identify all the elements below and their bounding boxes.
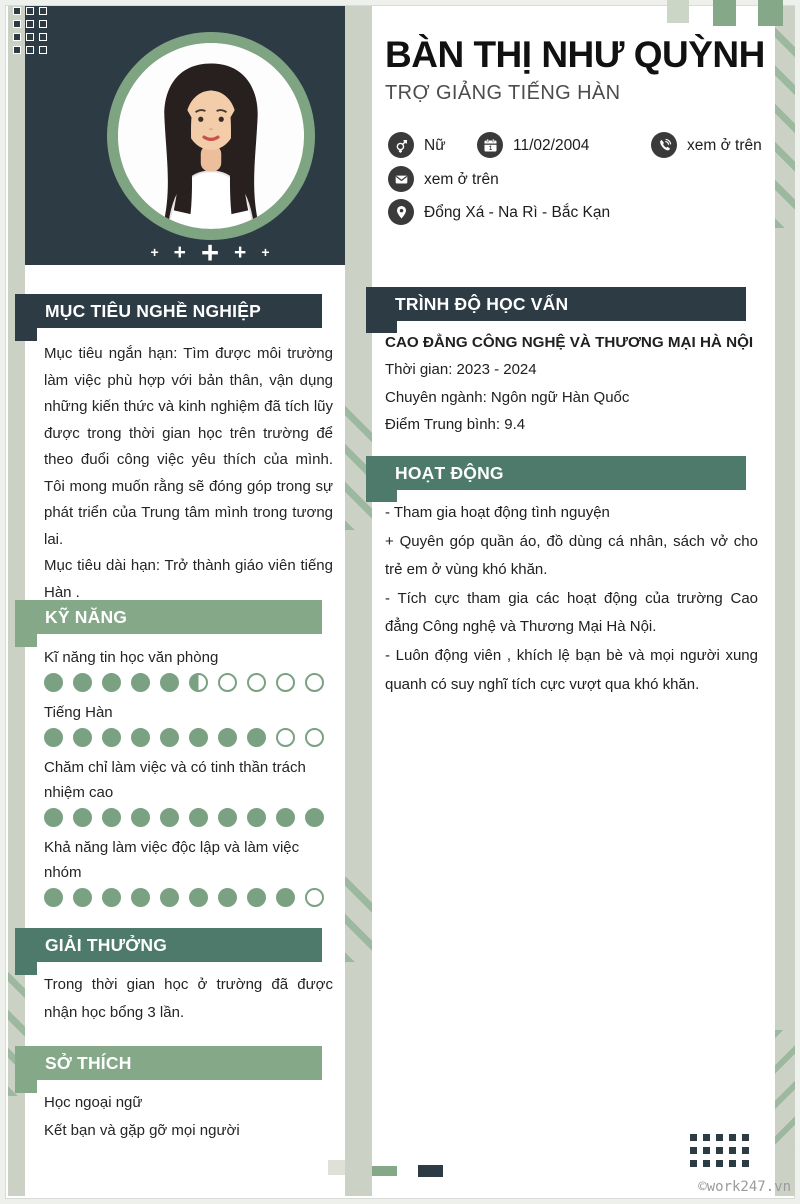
awards-text: Trong thời gian học ở trường đã được nhận học bổng 3 lần. (44, 976, 333, 1021)
portrait-illustration (118, 43, 304, 229)
dob-value: 11/02/2004 (513, 137, 590, 154)
skill-label: Kĩ năng tin học văn phòng (44, 649, 219, 666)
rating-dot (305, 808, 324, 827)
rating-dot (276, 673, 295, 692)
rating-dot (247, 673, 266, 692)
rating-dot (160, 728, 179, 747)
decor-square (758, 0, 783, 26)
rating-dot (218, 673, 237, 692)
plus-icon: + (234, 240, 247, 264)
watermark: ©work247.vn (698, 1179, 791, 1195)
rating-dot (102, 673, 121, 692)
section-header-education (366, 287, 746, 321)
decor-square (667, 0, 689, 23)
rating-dot (160, 808, 179, 827)
rating-dot (189, 808, 208, 827)
grid-dot (690, 1147, 697, 1154)
hobbies-list (44, 1089, 333, 1144)
rating-dot (189, 673, 208, 692)
corner-dot-grid (13, 7, 47, 54)
gender-value: Nữ (424, 137, 446, 154)
grid-dot (13, 20, 21, 28)
mail-icon (388, 166, 414, 192)
grid-dot (13, 7, 21, 15)
rating-dot (218, 808, 237, 827)
section-title: MỤC TIÊU NGHỀ NGHIỆP (45, 300, 261, 321)
rating-dot (131, 728, 150, 747)
education-major: Chuyên ngành: Ngôn ngữ Hàn Quốc (385, 388, 630, 406)
section-header-hobbies (15, 1046, 322, 1080)
rating-dot (73, 728, 92, 747)
section-title: GIẢI THƯỞNG (45, 934, 168, 955)
decor-bar (372, 1166, 397, 1176)
grid-dot (716, 1160, 723, 1167)
section-header-activities (366, 456, 746, 490)
grid-dot (690, 1134, 697, 1141)
photo-card (25, 6, 345, 270)
section-title: HOẠT ĐỘNG (395, 462, 504, 483)
job-title: TRỢ GIẢNG TIẾNG HÀN (385, 82, 621, 104)
phone-value: xem ở trên (687, 137, 762, 154)
grid-dot (26, 46, 34, 54)
grid-dot (26, 20, 34, 28)
address-value: Đổng Xá - Na Rì - Bắc Kạn (424, 204, 611, 221)
candidate-name: BÀN THỊ NHƯ QUỲNH (385, 34, 765, 75)
rating-dot (305, 728, 324, 747)
education-time: Thời gian: 2023 - 2024 (385, 361, 537, 378)
grid-dot (703, 1134, 710, 1141)
rating-dot (305, 888, 324, 907)
rating-dot (189, 728, 208, 747)
gender-icon (388, 132, 414, 158)
skill-rating (44, 808, 325, 827)
skill-rating (44, 888, 325, 907)
grid-dot (729, 1147, 736, 1154)
grid-dot (39, 20, 47, 28)
rating-dot (305, 673, 324, 692)
skill-rating (44, 673, 325, 692)
calendar-icon (477, 132, 503, 158)
section-header-objective (15, 294, 322, 328)
photo-ring (107, 32, 315, 240)
svg-text:1: 1 (488, 145, 492, 152)
grid-dot (26, 7, 34, 15)
diagonal-stripes (775, 1030, 795, 1152)
email-value: xem ở trên (424, 171, 499, 188)
rating-dot (247, 808, 266, 827)
profile-photo (118, 43, 304, 229)
section-title: SỞ THÍCH (45, 1052, 132, 1073)
grid-dot (39, 33, 47, 41)
hobby-item: Kết bạn và gặp gỡ mọi người (44, 1121, 240, 1139)
rating-dot (44, 673, 63, 692)
rating-dot (131, 808, 150, 827)
grid-dot (742, 1134, 749, 1141)
grid-dot (13, 33, 21, 41)
skill-label: Tiếng Hàn (44, 704, 113, 721)
grid-dot (729, 1134, 736, 1141)
rating-dot (218, 888, 237, 907)
plus-marks (50, 236, 370, 268)
grid-dot (716, 1147, 723, 1154)
rating-dot (73, 888, 92, 907)
phone-icon (651, 132, 677, 158)
plus-icon: + (200, 234, 220, 270)
activity-item: - Tích cực tham gia các hoạt động của trường Cao đẳng Công nghệ và Thương Mại Hà Nội. (385, 589, 758, 636)
plus-icon: + (150, 244, 159, 260)
skills-list (44, 645, 325, 915)
hobby-item: Học ngoại ngữ (44, 1094, 143, 1111)
activity-item: + Quyên góp quần áo, đồ dùng cá nhân, sách vở cho trẻ em ở vùng khó khăn. (385, 532, 758, 579)
diagonal-stripes (345, 877, 372, 962)
section-header-skills (15, 600, 322, 634)
rating-dot (276, 728, 295, 747)
decor-bar (418, 1165, 443, 1177)
school-name: CAO ĐẲNG CÔNG NGHỆ VÀ THƯƠNG MẠI HÀ NỘI (385, 334, 754, 351)
rating-dot (189, 888, 208, 907)
education-entry (385, 329, 757, 439)
activity-item: - Tham gia hoạt động tình nguyện (385, 504, 610, 521)
grid-dot (13, 46, 21, 54)
rating-dot (102, 728, 121, 747)
skill-item (44, 835, 325, 907)
objective-paragraph: Mục tiêu ngắn hạn: Tìm được môi trường làm việc phù hợp với bản thân, vận dụng những kiến thức và kinh nghiệm đã tích lũy được trong thời gian học trên trường để theo đuổi công việc yêu thích của mình. Tôi mong muốn rằng sẽ đóng góp trong sự phát triển của Trung tâm mình trong tương lai. (44, 345, 333, 548)
section-title: TRÌNH ĐỘ HỌC VẤN (395, 293, 569, 314)
skill-rating (44, 728, 325, 747)
grid-dot (26, 33, 34, 41)
activity-item: - Luôn động viên , khích lệ bạn bè và mọi người xung quanh có suy nghĩ tích cực vượt qua khó khăn. (385, 646, 758, 693)
grid-dot (729, 1160, 736, 1167)
grid-dot (742, 1160, 749, 1167)
decor-bar (328, 1160, 345, 1175)
rating-dot (102, 808, 121, 827)
section-header-awards (15, 928, 322, 962)
rating-dot (160, 673, 179, 692)
grid-dot (703, 1147, 710, 1154)
rating-dot (276, 808, 295, 827)
grid-dot (39, 7, 47, 15)
rating-dot (73, 808, 92, 827)
rating-dot (276, 888, 295, 907)
rating-dot (160, 888, 179, 907)
activities-list (385, 499, 758, 699)
bottom-dot-grid (690, 1134, 749, 1167)
section-title: KỸ NĂNG (45, 606, 128, 627)
rating-dot (44, 888, 63, 907)
rating-dot (131, 673, 150, 692)
column-divider-band (345, 6, 372, 1196)
plus-icon: + (261, 244, 270, 260)
rating-dot (218, 728, 237, 747)
rating-dot (131, 888, 150, 907)
grid-dot (39, 46, 47, 54)
grid-dot (703, 1160, 710, 1167)
grid-dot (716, 1134, 723, 1141)
education-gpa: Điểm Trung bình: 9.4 (385, 416, 526, 434)
objective-text (44, 341, 333, 606)
grid-dot (690, 1160, 697, 1167)
skill-item (44, 645, 325, 692)
rating-dot (102, 888, 121, 907)
location-icon (388, 199, 414, 225)
plus-icon: + (173, 240, 186, 264)
skill-item (44, 700, 325, 747)
skill-label: Khả năng làm việc độc lập và làm việc nhóm (44, 839, 300, 881)
rating-dot (247, 728, 266, 747)
grid-dot (742, 1147, 749, 1154)
skill-item (44, 755, 325, 827)
rating-dot (73, 673, 92, 692)
decor-square (713, 0, 736, 26)
objective-paragraph: Mục tiêu dài hạn: Trở thành giáo viên tiếng Hàn . (44, 557, 333, 601)
rating-dot (44, 728, 63, 747)
rating-dot (44, 808, 63, 827)
rating-dot (247, 888, 266, 907)
skill-label: Chăm chỉ làm việc và có tinh thần trách nhiệm cao (44, 759, 306, 801)
